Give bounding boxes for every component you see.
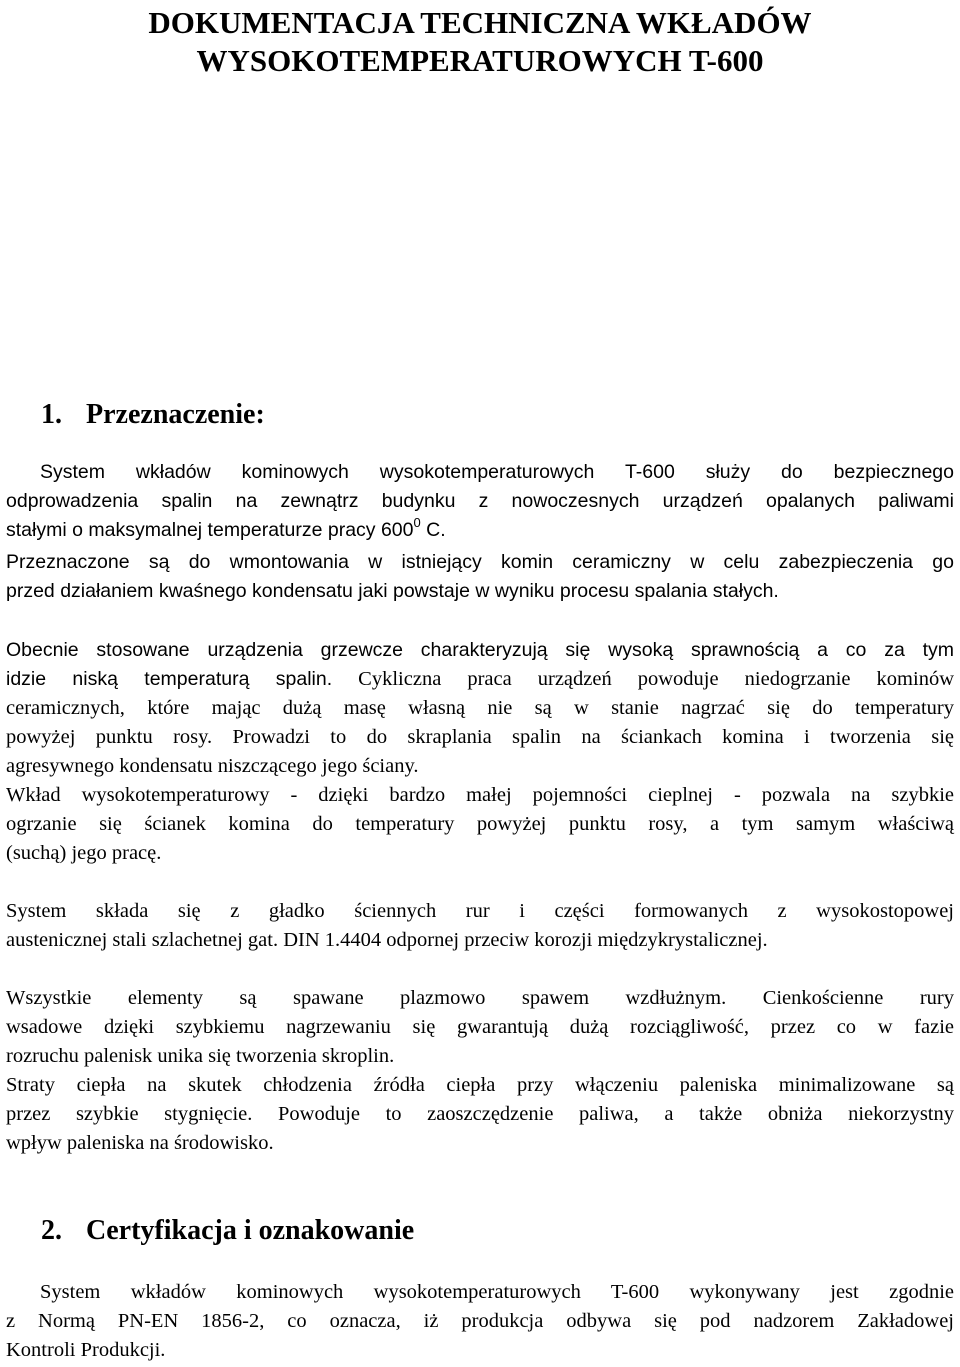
material-line-1: System składa się z gładko ściennych rur i części formowanych z wysokostopowej <box>6 900 954 922</box>
intended-use-line-2: przed działaniem kwaśnego kondensatu jaki powstaje w wyniku procesu spalania stałych. <box>6 580 779 602</box>
heating-devices-paragraph <box>6 636 954 781</box>
heating-devices-line-5: agresywnego kondensatu niszczącego jego ściany. <box>6 755 419 777</box>
purpose-line-2: odprowadzenia spalin na zewnątrz budynku z nowoczesnych urządzeń opalanych paliwami <box>6 490 954 512</box>
liner-benefit-line-2: ogrzanie się ścianek komina do temperatury powyżej punktu rosy, a tym samym właściwą <box>6 813 954 835</box>
degree-superscript: 0 <box>413 515 421 530</box>
document-title-line-2: WYSOKOTEMPERATUROWYCH T-600 <box>196 43 764 78</box>
welding-paragraph <box>6 984 954 1071</box>
purpose-line-3 <box>6 516 954 545</box>
purpose-line-3-text: stałymi o maksymalnej temperaturze pracy 600 <box>6 519 414 541</box>
heat-loss-line-1: Straty ciepła na skutek chłodzenia źródła ciepła przy włączeniu paleniska minimalizowane są <box>6 1074 954 1096</box>
purpose-paragraph <box>6 458 954 545</box>
material-paragraph <box>6 897 954 955</box>
heat-loss-line-2: przez szybkie stygnięcie. Powoduje to zaoszczędzenie paliwa, a także obniża niekorzystny <box>6 1103 954 1125</box>
heating-devices-line-4: powyżej punktu rosy. Prowadzi to do skraplania spalin na ściankach komina i tworzenia się <box>6 726 954 748</box>
intended-use-paragraph <box>6 548 954 606</box>
purpose-line-1: System wkładów kominowych wysokotemperaturowych T-600 służy do bezpiecznego <box>40 461 954 483</box>
section-2-heading <box>41 1214 414 1248</box>
certification-line-1: System wkładów kominowych wysokotemperaturowych T-600 wykonywany jest zgodnie <box>40 1281 954 1303</box>
heat-loss-paragraph <box>6 1071 954 1158</box>
certification-paragraph <box>6 1278 954 1365</box>
liner-benefit-paragraph <box>6 781 954 868</box>
heat-loss-line-3: wpływ paleniska na środowisko. <box>6 1132 274 1154</box>
material-line-2: austenicznej stali szlachetnej gat. DIN 1.4404 odpornej przeciw korozji międzykrystalicznej. <box>6 929 768 951</box>
heating-devices-line-2a: idzie niską temperaturą spalin. <box>6 668 333 690</box>
heating-devices-line-2 <box>6 665 954 694</box>
welding-line-1: Wszystkie elementy są spawane plazmowo spawem wzdłużnym. Cienkościenne rury <box>6 987 954 1009</box>
heating-devices-line-1: Obecnie stosowane urządzenia grzewcze charakteryzują się wysoką sprawnością a co za tym <box>6 639 954 661</box>
section-1-title: Przeznaczenie: <box>86 399 265 430</box>
heating-devices-line-3: ceramicznych, które mając dużą masę własną nie są w stanie nagrzać się do temperatury <box>6 697 954 719</box>
section-2-title: Certyfikacja i oznakowanie <box>86 1215 415 1246</box>
section-2-number: 2. <box>41 1215 62 1246</box>
document-title-line-1: DOKUMENTACJA TECHNICZNA WKŁADÓW <box>148 5 812 40</box>
section-1-heading <box>41 398 265 432</box>
document-title <box>0 4 960 80</box>
liner-benefit-line-1: Wkład wysokotemperaturowy - dzięki bardzo małej pojemności cieplnej - pozwala na szybkie <box>6 784 954 806</box>
certification-line-3: Kontroli Produkcji. <box>6 1339 166 1361</box>
intended-use-line-1: Przeznaczone są do wmontowania w istniejący komin ceramiczny w celu zabezpieczenia go <box>6 551 954 573</box>
heating-devices-line-2b: Cykliczna praca urządzeń powoduje niedogrzanie kominów <box>332 668 954 690</box>
purpose-line-3-unit: C. <box>420 519 446 541</box>
section-1-number: 1. <box>41 399 62 430</box>
welding-line-3: rozruchu palenisk unika się tworzenia skroplin. <box>6 1045 395 1067</box>
welding-line-2: wsadowe dzięki szybkiemu nagrzewaniu się gwarantują dużą rozciągliwość, przez co w fazie <box>6 1016 954 1038</box>
certification-line-2: z Normą PN-EN 1856-2, co oznacza, iż produkcja odbywa się pod nadzorem Zakładowej <box>6 1310 954 1332</box>
liner-benefit-line-3: (suchą) jego pracę. <box>6 842 162 864</box>
